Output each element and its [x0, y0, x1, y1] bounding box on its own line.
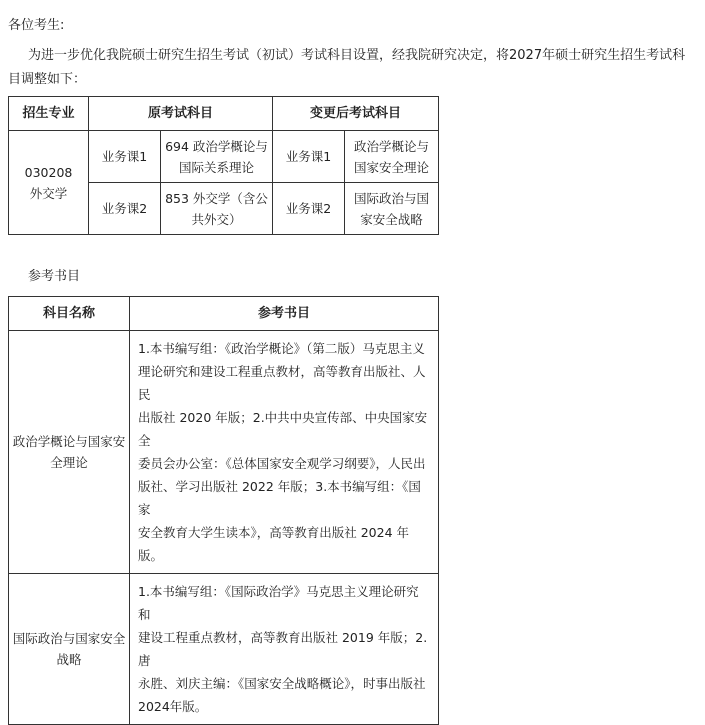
header-changed-subjects: 变更后考试科目: [273, 97, 439, 131]
reference-books-table: [8, 296, 439, 725]
original-subject: 694 政治学概论与 国际关系理论: [161, 131, 273, 183]
header-subject-name: 科目名称: [9, 297, 130, 331]
header-original-subjects: 原考试科目: [89, 97, 273, 131]
new-subject: 国际政治与国 家安全战略: [345, 183, 439, 235]
original-subject: 853 外交学（含公 共外交）: [161, 183, 273, 235]
header-books: 参考书目: [130, 297, 439, 331]
header-major: 招生专业: [9, 97, 89, 131]
intro-paragraph: 为进一步优化我院硕士研究生招生考试（初试）考试科目设置，经我院研究决定，将2027年硕士研究生招生考试科目调整如下：: [8, 48, 686, 87]
reference-books-title: 参考书目: [28, 269, 81, 284]
course-label-new: 业务课1: [273, 131, 345, 183]
course-label: 业务课1: [89, 131, 161, 183]
subject-name: 政治学概论与国家安 全理论: [9, 331, 130, 574]
course-label: 业务课2: [89, 183, 161, 235]
books-list: 1.本书编写组：《国际政治学》马克思主义理论研究和 建设工程重点教材，高等教育出版社 2019 年版；2.唐 永胜、刘庆主编：《国家安全战略概论》，时事出版社 2024年版。: [130, 574, 439, 725]
books-list: 1.本书编写组：《政治学概论》（第二版）马克思主义 理论研究和建设工程重点教材，高等教育出版社、人民 出版社 2020 年版；2.中共中央宣传部、中央国家安全 委员会办公室：《总体国家安全观学习纲要》，人民出 版社、学习出版社 2022 年版；3.本书编写组：《国家 安全教育大学生读本》，高等教育出版社 2024 年版。: [130, 331, 439, 574]
course-label-new: 业务课2: [273, 183, 345, 235]
new-subject: 政治学概论与 国家安全理论: [345, 131, 439, 183]
greeting: 各位考生:: [8, 18, 65, 33]
major-cell: 030208 外交学: [9, 131, 89, 235]
subject-name: 国际政治与国家安全 战略: [9, 574, 130, 725]
exam-subjects-table: [8, 96, 439, 235]
